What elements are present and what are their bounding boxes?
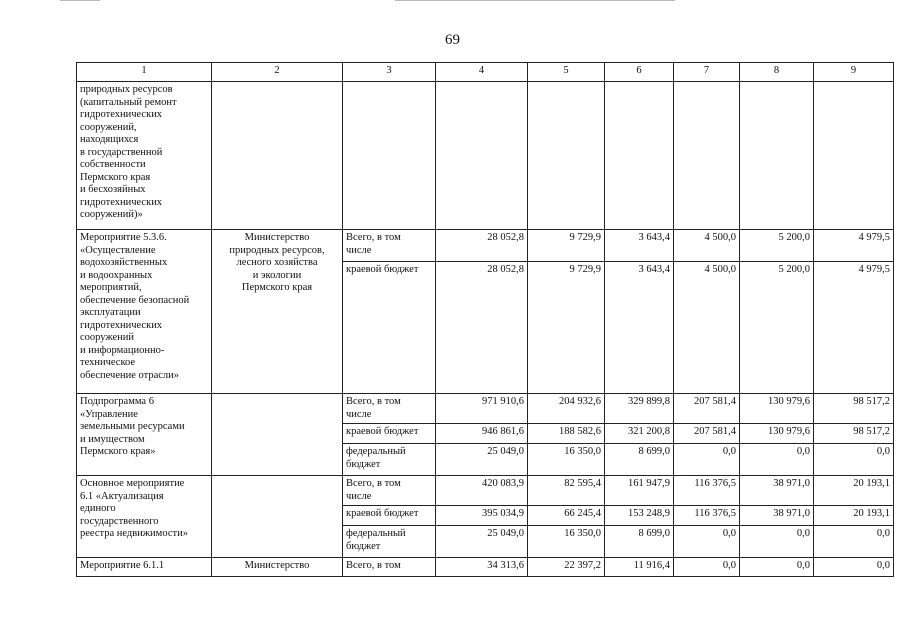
amount-cell: 98 517,2 <box>814 394 894 424</box>
activity-name: Мероприятие 5.3.6. «Осуществление водохозяйственных и водоохранных мероприятий, обеспечение безопасной эксплуатации гидротехнических сооружений и информационно- техническое обеспечение отрасли» <box>77 230 212 394</box>
header-row <box>77 63 894 82</box>
column-number: 9 <box>814 63 894 82</box>
activity-name: Мероприятие 6.1.1 <box>77 558 212 577</box>
amount-cell: 0,0 <box>814 444 894 476</box>
table-row <box>77 476 894 506</box>
empty-cell <box>436 82 528 230</box>
amount-cell: 395 034,9 <box>436 506 528 526</box>
amount-cell: 28 052,8 <box>436 230 528 262</box>
amount-cell: 25 049,0 <box>436 526 528 558</box>
executor-name <box>212 476 343 558</box>
amount-cell: 0,0 <box>740 526 814 558</box>
amount-cell: 22 397,2 <box>528 558 605 577</box>
table-row <box>77 82 894 230</box>
amount-cell: 321 200,8 <box>605 424 674 444</box>
funding-source: Всего, в том числе <box>343 394 436 424</box>
amount-cell: 3 643,4 <box>605 230 674 262</box>
amount-cell: 4 979,5 <box>814 230 894 262</box>
amount-cell: 207 581,4 <box>674 424 740 444</box>
funding-source: федеральный бюджет <box>343 526 436 558</box>
top-edge-line <box>60 0 100 1</box>
amount-cell: 161 947,9 <box>605 476 674 506</box>
amount-cell: 28 052,8 <box>436 262 528 394</box>
amount-cell: 9 729,9 <box>528 230 605 262</box>
amount-cell: 0,0 <box>674 444 740 476</box>
empty-cell <box>212 82 343 230</box>
amount-cell: 98 517,2 <box>814 424 894 444</box>
empty-cell <box>528 82 605 230</box>
activity-name: Подпрограмма 6 «Управление земельными ресурсами и имуществом Пермского края» <box>77 394 212 476</box>
amount-cell: 3 643,4 <box>605 262 674 394</box>
funding-source: Всего, в том <box>343 558 436 577</box>
empty-cell <box>740 82 814 230</box>
column-number: 2 <box>212 63 343 82</box>
column-number: 6 <box>605 63 674 82</box>
executor-name: Министерство природных ресурсов, лесного хозяйства и экологии Пермского края <box>212 230 343 394</box>
amount-cell: 329 899,8 <box>605 394 674 424</box>
activity-name: Основное мероприятие 6.1 «Актуализация единого государственного реестра недвижимости» <box>77 476 212 558</box>
executor-name: Министерство <box>212 558 343 577</box>
amount-cell: 5 200,0 <box>740 230 814 262</box>
empty-cell <box>605 82 674 230</box>
amount-cell: 130 979,6 <box>740 394 814 424</box>
amount-cell: 116 376,5 <box>674 506 740 526</box>
top-edge-line <box>395 0 675 1</box>
amount-cell: 4 500,0 <box>674 230 740 262</box>
empty-cell <box>343 82 436 230</box>
amount-cell: 20 193,1 <box>814 506 894 526</box>
amount-cell: 16 350,0 <box>528 526 605 558</box>
amount-cell: 11 916,4 <box>605 558 674 577</box>
funding-source: краевой бюджет <box>343 506 436 526</box>
page-number: 69 <box>445 32 460 48</box>
column-number: 3 <box>343 63 436 82</box>
amount-cell: 204 932,6 <box>528 394 605 424</box>
funding-source: краевой бюджет <box>343 262 436 394</box>
amount-cell: 38 971,0 <box>740 476 814 506</box>
amount-cell: 34 313,6 <box>436 558 528 577</box>
amount-cell: 0,0 <box>814 558 894 577</box>
amount-cell: 20 193,1 <box>814 476 894 506</box>
funding-source: федеральный бюджет <box>343 444 436 476</box>
empty-cell <box>814 82 894 230</box>
amount-cell: 130 979,6 <box>740 424 814 444</box>
amount-cell: 0,0 <box>814 526 894 558</box>
empty-cell <box>674 82 740 230</box>
amount-cell: 0,0 <box>674 558 740 577</box>
table-row <box>77 558 894 577</box>
funding-source: Всего, в том числе <box>343 476 436 506</box>
amount-cell: 38 971,0 <box>740 506 814 526</box>
amount-cell: 116 376,5 <box>674 476 740 506</box>
amount-cell: 4 500,0 <box>674 262 740 394</box>
amount-cell: 5 200,0 <box>740 262 814 394</box>
amount-cell: 9 729,9 <box>528 262 605 394</box>
funding-source: Всего, в том числе <box>343 230 436 262</box>
amount-cell: 25 049,0 <box>436 444 528 476</box>
amount-cell: 66 245,4 <box>528 506 605 526</box>
amount-cell: 946 861,6 <box>436 424 528 444</box>
amount-cell: 8 699,0 <box>605 526 674 558</box>
column-number: 7 <box>674 63 740 82</box>
amount-cell: 0,0 <box>740 558 814 577</box>
amount-cell: 82 595,4 <box>528 476 605 506</box>
activity-name: природных ресурсов (капитальный ремонт гидротехнических сооружений, находящихся в государственной собственности Пермского края и бесхозяйных гидротехнических сооружений)» <box>77 82 212 230</box>
amount-cell: 0,0 <box>740 444 814 476</box>
amount-cell: 16 350,0 <box>528 444 605 476</box>
budget-table <box>76 62 894 577</box>
amount-cell: 4 979,5 <box>814 262 894 394</box>
column-number: 8 <box>740 63 814 82</box>
table-row <box>77 230 894 262</box>
column-number: 4 <box>436 63 528 82</box>
amount-cell: 207 581,4 <box>674 394 740 424</box>
amount-cell: 971 910,6 <box>436 394 528 424</box>
column-number: 5 <box>528 63 605 82</box>
column-number: 1 <box>77 63 212 82</box>
amount-cell: 8 699,0 <box>605 444 674 476</box>
amount-cell: 153 248,9 <box>605 506 674 526</box>
amount-cell: 0,0 <box>674 526 740 558</box>
executor-name <box>212 394 343 476</box>
amount-cell: 420 083,9 <box>436 476 528 506</box>
table-row <box>77 394 894 424</box>
funding-source: краевой бюджет <box>343 424 436 444</box>
amount-cell: 188 582,6 <box>528 424 605 444</box>
